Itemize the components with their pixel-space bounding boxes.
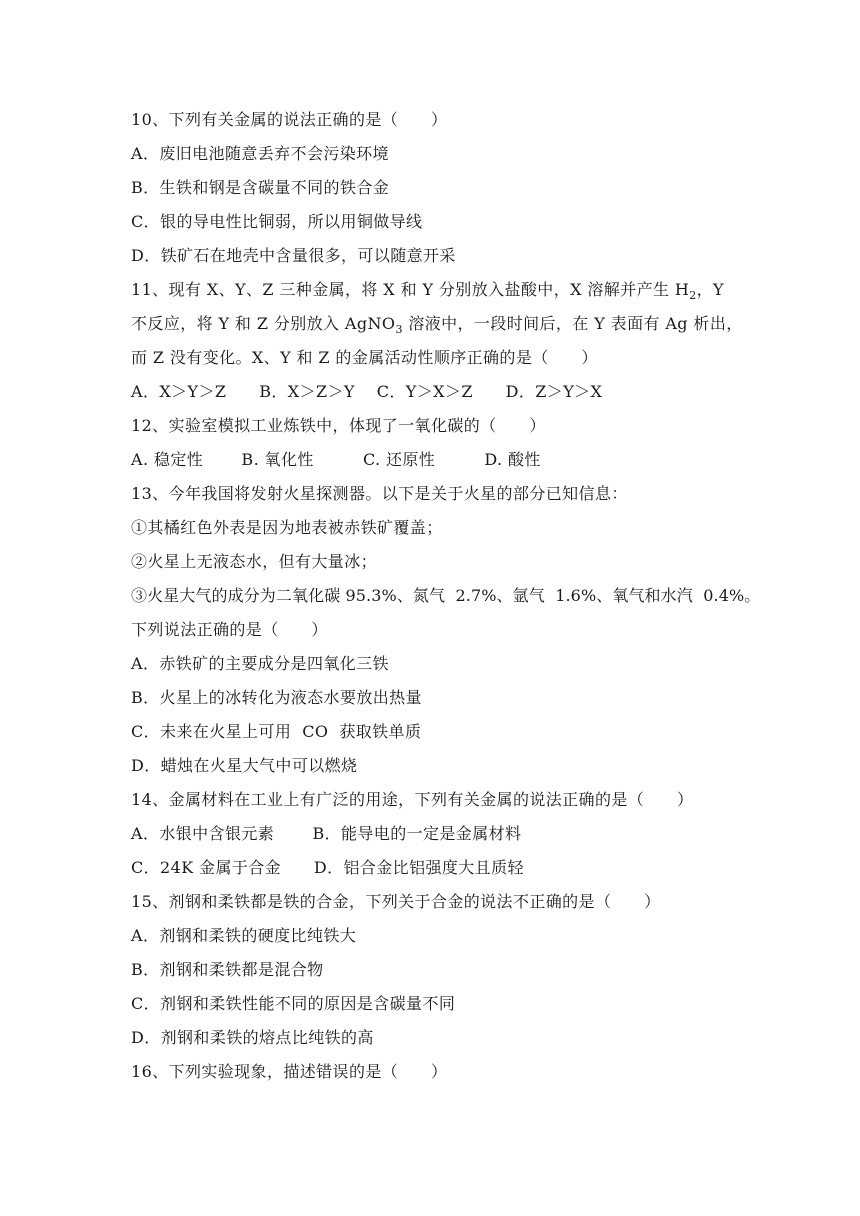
question-11-options: A．X＞Y＞Z B．X＞Z＞Y C．Y＞X＞Z D．Z＞Y＞X xyxy=(131,382,603,401)
question-15-option-a: A．剂钢和柔铁的硬度比纯铁大 xyxy=(131,926,357,945)
question-13-option-d: D．蜡烛在火星大气中可以燃烧 xyxy=(131,756,358,775)
question-10-option-b: B．生铁和钢是含碳量不同的铁合金 xyxy=(131,178,390,197)
question-10-option-c: C．银的导电性比铜弱，所以用铜做导线 xyxy=(131,212,423,231)
question-13-option-a: A．赤铁矿的主要成分是四氧化三铁 xyxy=(131,654,389,673)
question-16-stem: 16、下列实验现象，描述错误的是（ ） xyxy=(131,1062,448,1081)
question-13-option-c: C．未来在火星上可用 CO 获取铁单质 xyxy=(131,722,422,741)
question-10-option-a: A．废旧电池随意丢弃不会污染环境 xyxy=(131,144,389,163)
question-11-stem-line-2 xyxy=(131,314,743,337)
question-11-stem-line-2-text: 不反应，将 Y 和 Z 分别放入 AgNO xyxy=(131,314,396,333)
question-11-stem-line-1-text: 11、现有 X、Y、Z 三种金属，将 X 和 Y 分别放入盐酸中，X 溶解并产生 H xyxy=(131,280,690,299)
question-14-options-row-2: C．24K 金属于合金 D．铝合金比铝强度大且质轻 xyxy=(131,858,524,877)
question-12-options: A. 稳定性 B. 氧化性 C. 还原性 D. 酸性 xyxy=(131,450,541,469)
question-13-prompt: 下列说法正确的是（ ） xyxy=(131,620,328,639)
question-13-option-b: B．火星上的冰转化为液态水要放出热量 xyxy=(131,688,422,707)
question-14-options-row-1: A．水银中含银元素 B．能导电的一定是金属材料 xyxy=(131,824,522,843)
question-15-stem: 15、剂钢和柔铁都是铁的合金，下列关于合金的说法不正确的是（ ） xyxy=(131,892,661,911)
question-15-option-d: D．剂钢和柔铁的熔点比纯铁的高 xyxy=(131,1028,374,1047)
question-11-stem-line-3: 而 Z 没有变化。X、Y 和 Z 的金属活动性顺序正确的是（ ） xyxy=(131,348,598,367)
agno3-subscript: 3 xyxy=(395,323,403,337)
question-13-stem: 13、今年我国将发射火星探测器。以下是关于火星的部分已知信息： xyxy=(131,484,628,503)
question-13-info-1: ①其橘红色外表是因为地表被赤铁矿覆盖； xyxy=(131,518,443,537)
question-14-stem: 14、金属材料在工业上有广泛的用途，下列有关金属的说法正确的是（ ） xyxy=(131,790,694,809)
question-10-stem: 10、下列有关金属的说法正确的是（ ） xyxy=(131,110,448,129)
question-11-stem-line-2-tail: 溶液中，一段时间后，在 Y 表面有 Ag 析出， xyxy=(402,314,743,333)
question-12-stem: 12、实验室模拟工业炼铁中，体现了一氧化碳的（ ） xyxy=(131,416,546,435)
question-15-option-c: C．剂钢和柔铁性能不同的原因是含碳量不同 xyxy=(131,994,456,1013)
question-11-stem-line-1 xyxy=(131,280,724,303)
question-13-info-2: ②火星上无液态水，但有大量冰； xyxy=(131,552,378,571)
question-11-stem-line-1-tail: ，Y xyxy=(696,280,724,299)
question-10-option-d: D．铁矿石在地壳中含量很多，可以随意开采 xyxy=(131,246,456,265)
question-15-option-b: B．剂钢和柔铁都是混合物 xyxy=(131,960,324,979)
h2-subscript: 2 xyxy=(689,289,697,303)
question-13-info-3: ③火星大气的成分为二氧化碳 95.3%、氮气 2.7%、氩气 1.6%、氧气和水汽 0.4%。 xyxy=(131,586,761,605)
